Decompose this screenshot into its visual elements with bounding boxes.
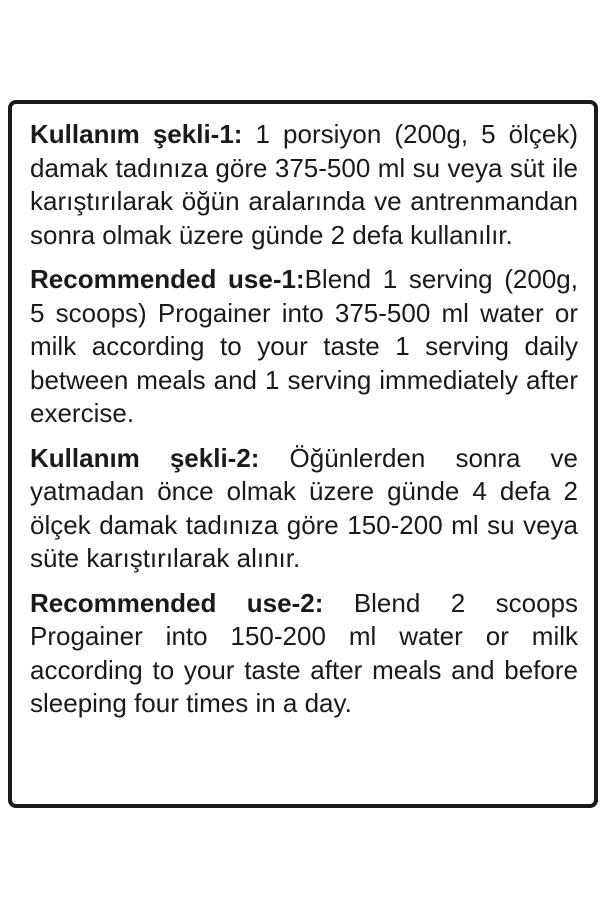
usage-section-tr-1 xyxy=(30,118,578,252)
section-label: Kullanım şekli-1: xyxy=(30,119,243,149)
section-label: Recommended use-2: xyxy=(30,587,324,618)
section-text: Blend 1 serving (200g, 5 scoops) Progainer into 375-500 ml water or milk according to your taste 1 serving daily between meals and 1 serving immediately after exercise. xyxy=(30,264,578,428)
section-label: Recommended use-1: xyxy=(30,264,305,294)
section-label: Kullanım şekli-2: xyxy=(30,442,260,473)
usage-section-en-1 xyxy=(30,263,578,431)
usage-section-tr-2 xyxy=(30,442,578,576)
section-text: Blend 2 scoops Progainer into 150-200 ml water or milk according to your taste after meals and before sleeping four times in a day. xyxy=(30,587,578,718)
usage-section-en-2 xyxy=(30,587,578,721)
section-text: Öğünlerden sonra ve yatmadan önce olmak üzere günde 4 defa 2 ölçek damak tadınıza göre 150-200 ml su veya süte karıştırılarak alınır. xyxy=(30,442,578,573)
section-text: 1 porsiyon (200g, 5 ölçek) damak tadınıza göre 375-500 ml su veya süt ile karıştırılarak öğün aralarında ve antrenmandan sonra olmak üzere günde 2 defa kullanılır. xyxy=(30,119,578,250)
usage-instructions-content xyxy=(30,118,578,732)
